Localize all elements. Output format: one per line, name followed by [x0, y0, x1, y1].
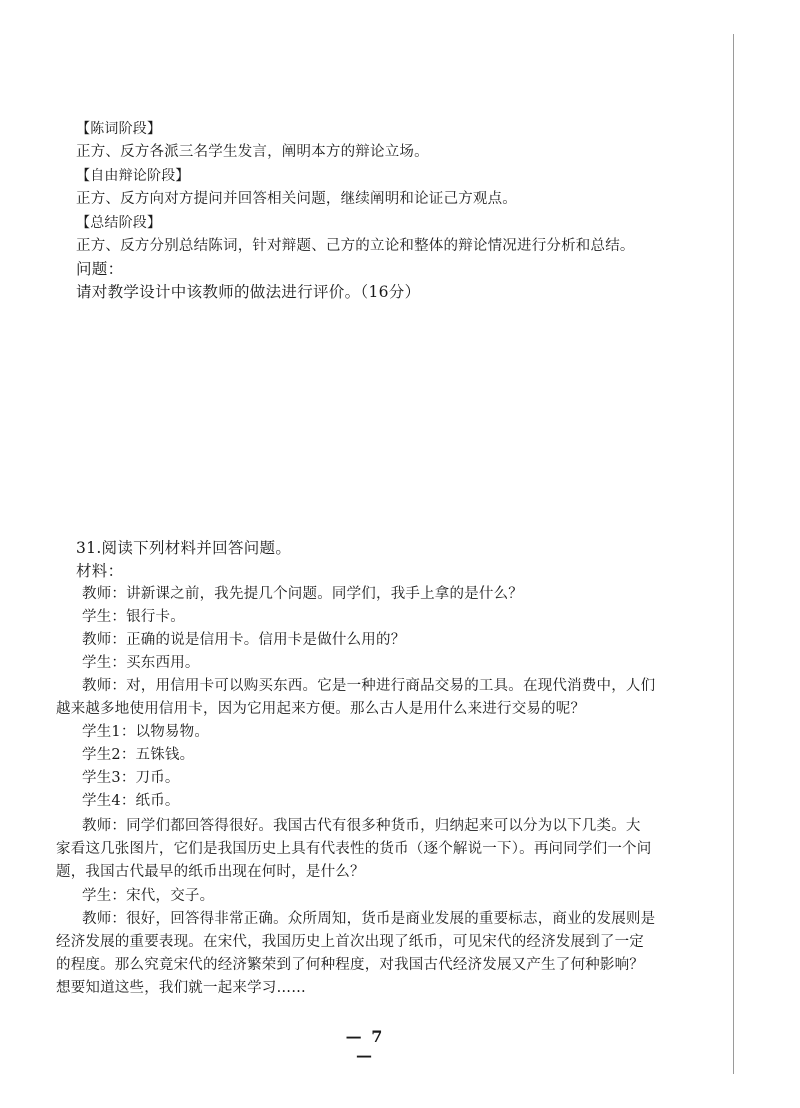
dialogue-line: 学生2：五铢钱。: [82, 747, 195, 763]
dialogue-line: 学生：买东西用。: [82, 655, 200, 671]
dialogue-line: 教师：对，用信用卡可以购买东西。它是一种进行商品交易的工具。在现代消费中，人们: [82, 678, 656, 694]
stage3-title: 【总结阶段】: [76, 215, 162, 231]
stage1-text: 正方、反方各派三名学生发言，阐明本方的辩论立场。: [76, 144, 429, 160]
dialogue-line: 学生3：刀币。: [82, 770, 180, 786]
dialogue-line: 题，我国古代最早的纸币出现在何时，是什么？: [56, 864, 365, 880]
stage2-title: 【自由辩论阶段】: [76, 168, 190, 184]
question-31-title: 31.阅读下列材料并回答问题。: [76, 539, 292, 557]
dialogue-line: 家看这几张图片，它们是我国历史上具有代表性的货币（逐个解说一下）。再问同学们一个问: [56, 841, 652, 857]
dialogue-line: 的程度。那么究竟宋代的经济繁荣到了何种程度，对我国古代经济发展又产生了何种影响？: [56, 957, 644, 973]
page-edge-line: [733, 34, 734, 1074]
stage2-text: 正方、反方向对方提问并回答相关问题，继续阐明和论证己方观点。: [76, 191, 517, 207]
dialogue-line: 学生1：以物易物。: [82, 724, 210, 740]
material-label: 材料：: [76, 562, 124, 580]
dialogue-line: 学生：宋代，交子。: [82, 888, 215, 904]
dialogue-line: 越来越多地使用信用卡，因为它用起来方便。那么古人是用什么来进行交易的呢？: [56, 701, 586, 717]
dialogue-line: 经济发展的重要表现。在宋代，我国历史上首次出现了纸币，可见宋代的经济发展到了一定: [56, 934, 644, 950]
dialogue-line: 学生：银行卡。: [82, 609, 185, 625]
dialogue-line: 教师：讲新课之前，我先提几个问题。同学们，我手上拿的是什么？: [82, 586, 523, 602]
question-label: 问题：: [76, 260, 124, 278]
dialogue-line: 学生4：纸币。: [82, 793, 180, 809]
dialogue-line: 想要知道这些，我们就一起来学习……: [56, 980, 306, 996]
question-text: 请对教学设计中该教师的做法进行评价。（16分）: [76, 283, 421, 301]
page-number: — 7 —: [345, 1027, 385, 1065]
stage1-title: 【陈词阶段】: [76, 121, 162, 137]
dialogue-line: 教师：同学们都回答得很好。我国古代有很多种货币，归纳起来可以分为以下几类。大: [82, 818, 641, 834]
dialogue-line: 教师：正确的说是信用卡。信用卡是做什么用的？: [82, 632, 406, 648]
dialogue-line: 教师：很好，回答得非常正确。众所周知，货币是商业发展的重要标志，商业的发展则是: [82, 911, 656, 927]
stage3-text: 正方、反方分别总结陈词，针对辩题、己方的立论和整体的辩论情况进行分析和总结。: [76, 238, 635, 254]
